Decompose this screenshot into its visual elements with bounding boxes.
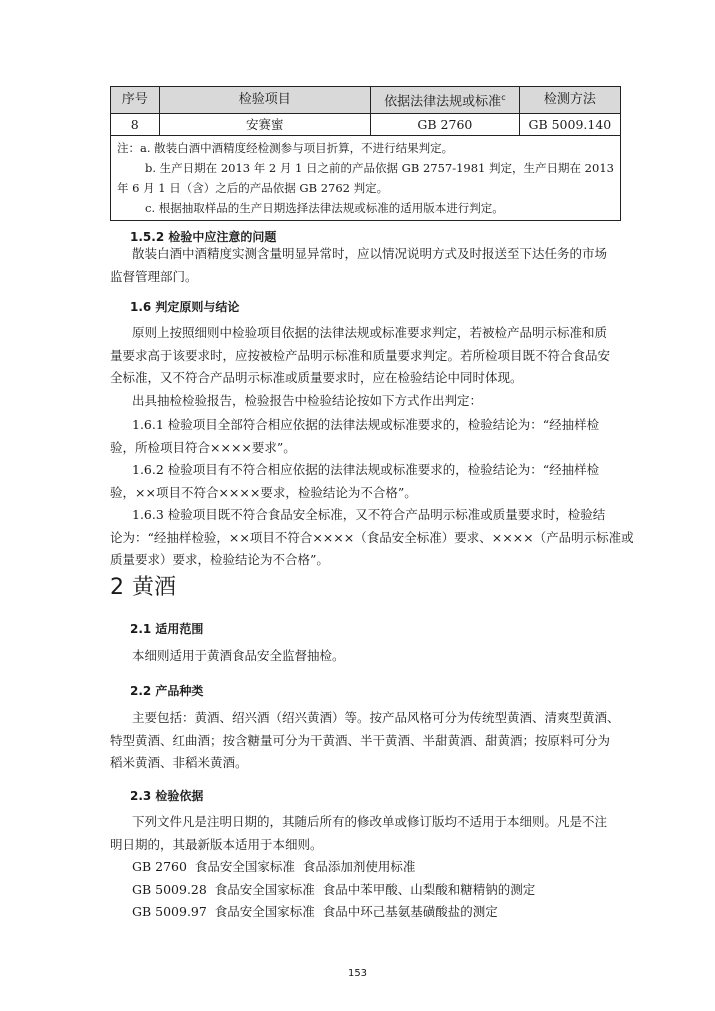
reference-item: GB 2760 食品安全国家标准 食品添加剂使用标准: [132, 859, 416, 874]
heading-1-6: 1.6 判定原则与结论: [130, 300, 240, 314]
heading-2-1: 2.1 适用范围: [130, 622, 204, 636]
paragraph-2-1: 本细则适用于黄酒食品安全监督抽检。: [132, 648, 345, 663]
cell-method: GB 5009.140: [519, 114, 620, 136]
heading-2-3: 2.3 检验依据: [130, 789, 204, 803]
paragraph-1-5-2: 散装白酒中酒精度实测含量明显异常时，应以情况说明方式及时报送至下达任务的市场 监督管理部门。: [110, 246, 608, 284]
table-notes-row: [111, 136, 621, 221]
heading-2-2: 2.2 产品种类: [130, 684, 204, 698]
page-number: 153: [347, 968, 368, 979]
paragraph-1-6-principle: 原则上按照细则中检验项目依据的法律法规或标准要求判定，若被检产品明示标准和质 量要求高于该要求时，应按被检产品明示标准和质量要求判定。若所检项目既不符合食品安 全标准，又不符合产品明示标准或质量要求时，应在检验结论中同时体现。: [110, 325, 611, 385]
chapter-heading: 2 黄酒: [110, 575, 177, 600]
cell-item: 安赛蜜: [159, 114, 370, 136]
heading-1-5-2: 1.5.2 检验中应注意的问题: [130, 230, 277, 244]
cell-index: 8: [111, 114, 160, 136]
header-method: 检测方法: [519, 87, 620, 114]
header-index: 序号: [111, 87, 160, 114]
note-c: c. 根据抽取样品的生产日期选择法律法规或标准的适用版本进行判定。: [145, 201, 504, 215]
paragraph-2-2: 主要包括：黄酒、绍兴酒（绍兴黄酒）等。按产品风格可分为传统型黄酒、清爽型黄酒、 特型黄酒、红曲酒；按含糖量可分为干黄酒、半干黄酒、半甜黄酒、甜黄酒；按原料可分为 稻米黄酒、非稻米黄酒。: [110, 710, 620, 770]
header-footnote-mark: c: [501, 92, 506, 102]
reference-item: GB 5009.28 食品安全国家标准 食品中苯甲酸、山梨酸和糖精钠的测定: [132, 881, 536, 897]
table-row: [111, 114, 621, 136]
cell-standard: GB 2760: [371, 114, 520, 136]
reference-list: [110, 856, 615, 924]
table-notes: [111, 136, 621, 221]
paragraph-1-6-report: 出具抽检检验报告，检验报告中检验结论按如下方式作出判定：: [132, 393, 483, 408]
note-b-line1: b. 生产日期在 2013 年 2 月 1 日之前的产品依据 GB 2757-1981 判定，生产日期在 2013: [145, 161, 614, 175]
note-b-line2: 年 6 月 1 日（含）之后的产品依据 GB 2762 判定。: [117, 181, 389, 195]
paragraph-2-3: 下列文件凡是注明日期的，其随后所有的修改单或修订版均不适用于本细则。凡是不注 明日期的，其最新版本适用于本细则。: [110, 814, 608, 852]
header-standard: 依据法律法规或标准$^c$: [371, 87, 520, 114]
inspection-table: [110, 86, 621, 221]
paragraph-1-6-2: 1.6.2 检验项目有不符合相应依据的法律法规或标准要求的，检验结论为：“经抽样检 验，××项目不符合××××要求，检验结论为不合格”。: [110, 462, 600, 500]
header-item: 检验项目: [159, 87, 370, 114]
paragraph-1-6-1: 1.6.1 检验项目全部符合相应依据的法律法规或标准要求的，检验结论为：“经抽样检 验，所检项目符合××××要求”。: [110, 417, 600, 455]
paragraph-1-6-3: 1.6.3 检验项目既不符合食品安全标准，又不符合产品明示标准或质量要求时，检验结 论为：“经抽样检验，××项目不符合××××（食品安全标准）要求、××××（产品明示标准或 质量要求）要求，检验结论为不合格”。: [110, 507, 634, 567]
table-header-row: [111, 87, 621, 114]
reference-item: GB 5009.97 食品安全国家标准 食品中环己基氨基磺酸盐的测定: [132, 904, 498, 919]
note-a: 注：a. 散装白酒中酒精度经检测参与项目折算，不进行结果判定。: [117, 141, 454, 155]
